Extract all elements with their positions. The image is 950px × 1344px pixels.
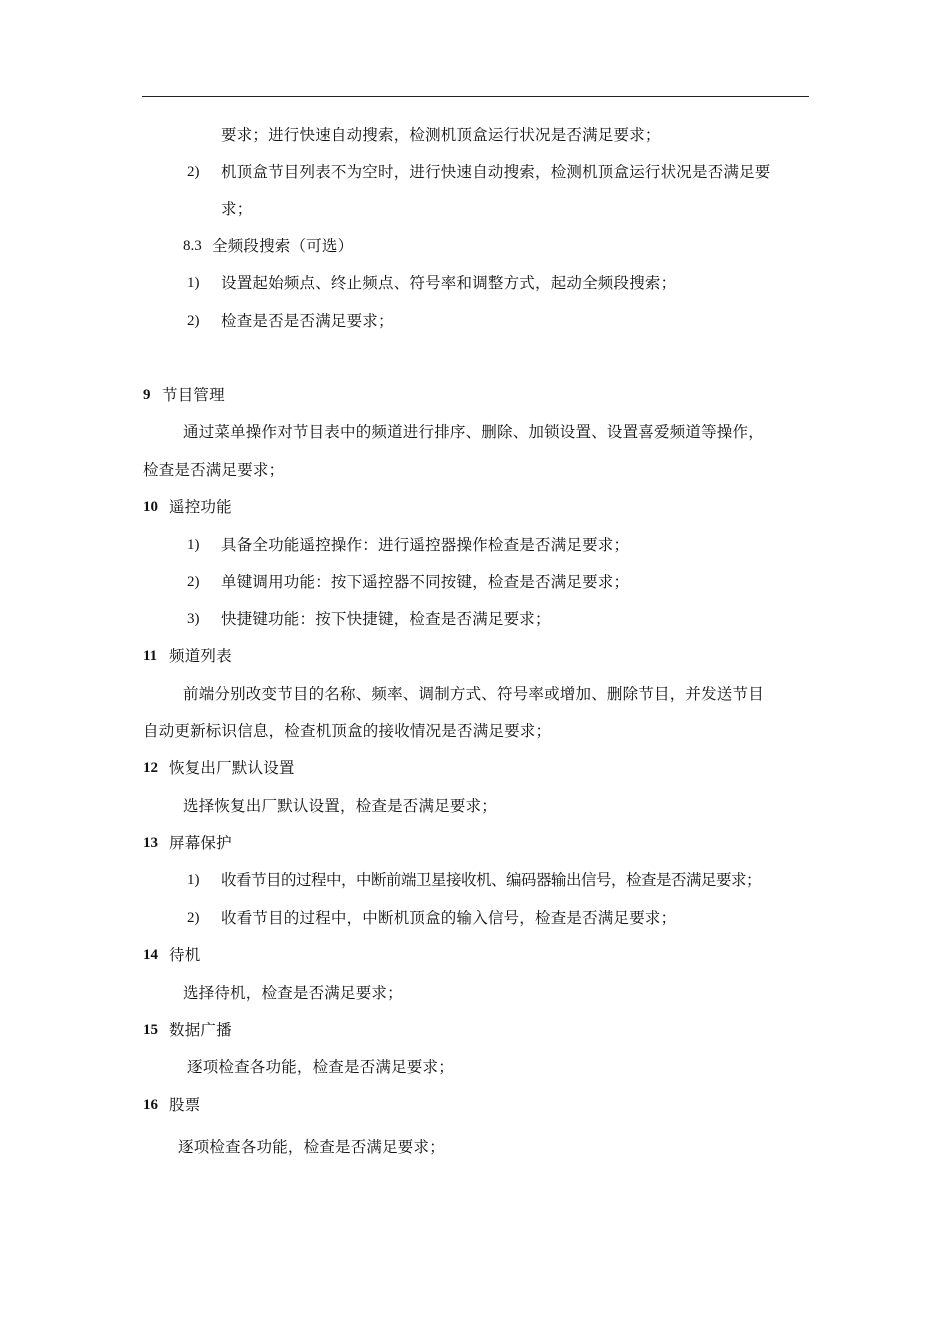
list-item-number: 2) — [187, 574, 200, 590]
list-item-text-cont: 求； — [221, 200, 253, 218]
section-number: 15 — [143, 1022, 158, 1038]
list-item-text: 收看节目的过程中，中断机顶盒的输入信号，检查是否满足要求； — [221, 909, 677, 927]
section-number: 14 — [143, 947, 158, 963]
list-item-text: 具备全功能遥控操作：进行遥控器操作检查是否满足要求； — [221, 536, 630, 554]
list-item-text: 快捷键功能：按下快捷键，检查是否满足要求； — [221, 610, 551, 628]
section-title: 股票 — [169, 1096, 201, 1114]
section-title: 节目管理 — [162, 386, 225, 404]
paragraph-text: 逐项检查各功能，检查是否满足要求； — [178, 1138, 445, 1156]
list-item-text: 检查是否是否满足要求； — [221, 312, 394, 330]
paragraph-text-cont: 检查是否满足要求； — [143, 461, 285, 479]
header-rule — [142, 96, 809, 97]
section-title: 待机 — [169, 946, 201, 964]
list-item-number: 1) — [187, 872, 200, 888]
continued-text: 要求；进行快速自动搜索，检测机顶盒运行状况是否满足要求； — [221, 126, 661, 144]
section-title: 频道列表 — [169, 647, 232, 665]
section-title: 数据广播 — [169, 1021, 232, 1039]
paragraph-text: 前端分别改变节目的名称、频率、调制方式、符号率或增加、删除节目，并发送节目 — [183, 685, 764, 703]
list-item-text: 机顶盒节目列表不为空时，进行快速自动搜索，检测机顶盒运行状况是否满足要 — [221, 163, 771, 181]
list-item-number: 3) — [187, 611, 200, 627]
list-item-number: 1) — [187, 537, 200, 553]
section-title: 恢复出厂默认设置 — [169, 759, 295, 777]
paragraph-text-cont: 自动更新标识信息，检查机顶盒的接收情况是否满足要求； — [143, 722, 552, 740]
list-item-number: 2) — [187, 164, 200, 180]
subsection-number: 8.3 — [183, 238, 202, 254]
paragraph-text: 选择待机，检查是否满足要求； — [183, 984, 403, 1002]
paragraph-text: 选择恢复出厂默认设置，检查是否满足要求； — [183, 797, 498, 815]
section-number: 13 — [143, 835, 158, 851]
section-number: 12 — [143, 760, 158, 776]
list-item-number: 2) — [187, 910, 200, 926]
section-number: 16 — [143, 1097, 158, 1113]
list-item-text: 收看节目的过程中，中断前端卫星接收机、编码器输出信号，检查是否满足要求； — [221, 871, 762, 889]
section-title: 屏幕保护 — [169, 834, 232, 852]
list-item-text: 单键调用功能：按下遥控器不同按键，检查是否满足要求； — [221, 573, 630, 591]
list-item-number: 1) — [187, 275, 200, 291]
paragraph-text: 通过菜单操作对节目表中的频道进行排序、删除、加锁设置、设置喜爱频道等操作， — [183, 423, 764, 441]
subsection-title: 全频段搜索（可选） — [212, 237, 354, 255]
list-item-number: 2) — [187, 313, 200, 329]
section-number: 11 — [143, 648, 158, 664]
list-item-text: 设置起始频点、终止频点、符号率和调整方式，起动全频段搜索； — [221, 274, 677, 292]
section-number: 10 — [143, 499, 158, 515]
section-title: 遥控功能 — [169, 498, 232, 516]
paragraph-text: 逐项检查各功能，检查是否满足要求； — [187, 1058, 454, 1076]
section-number: 9 — [143, 387, 151, 403]
